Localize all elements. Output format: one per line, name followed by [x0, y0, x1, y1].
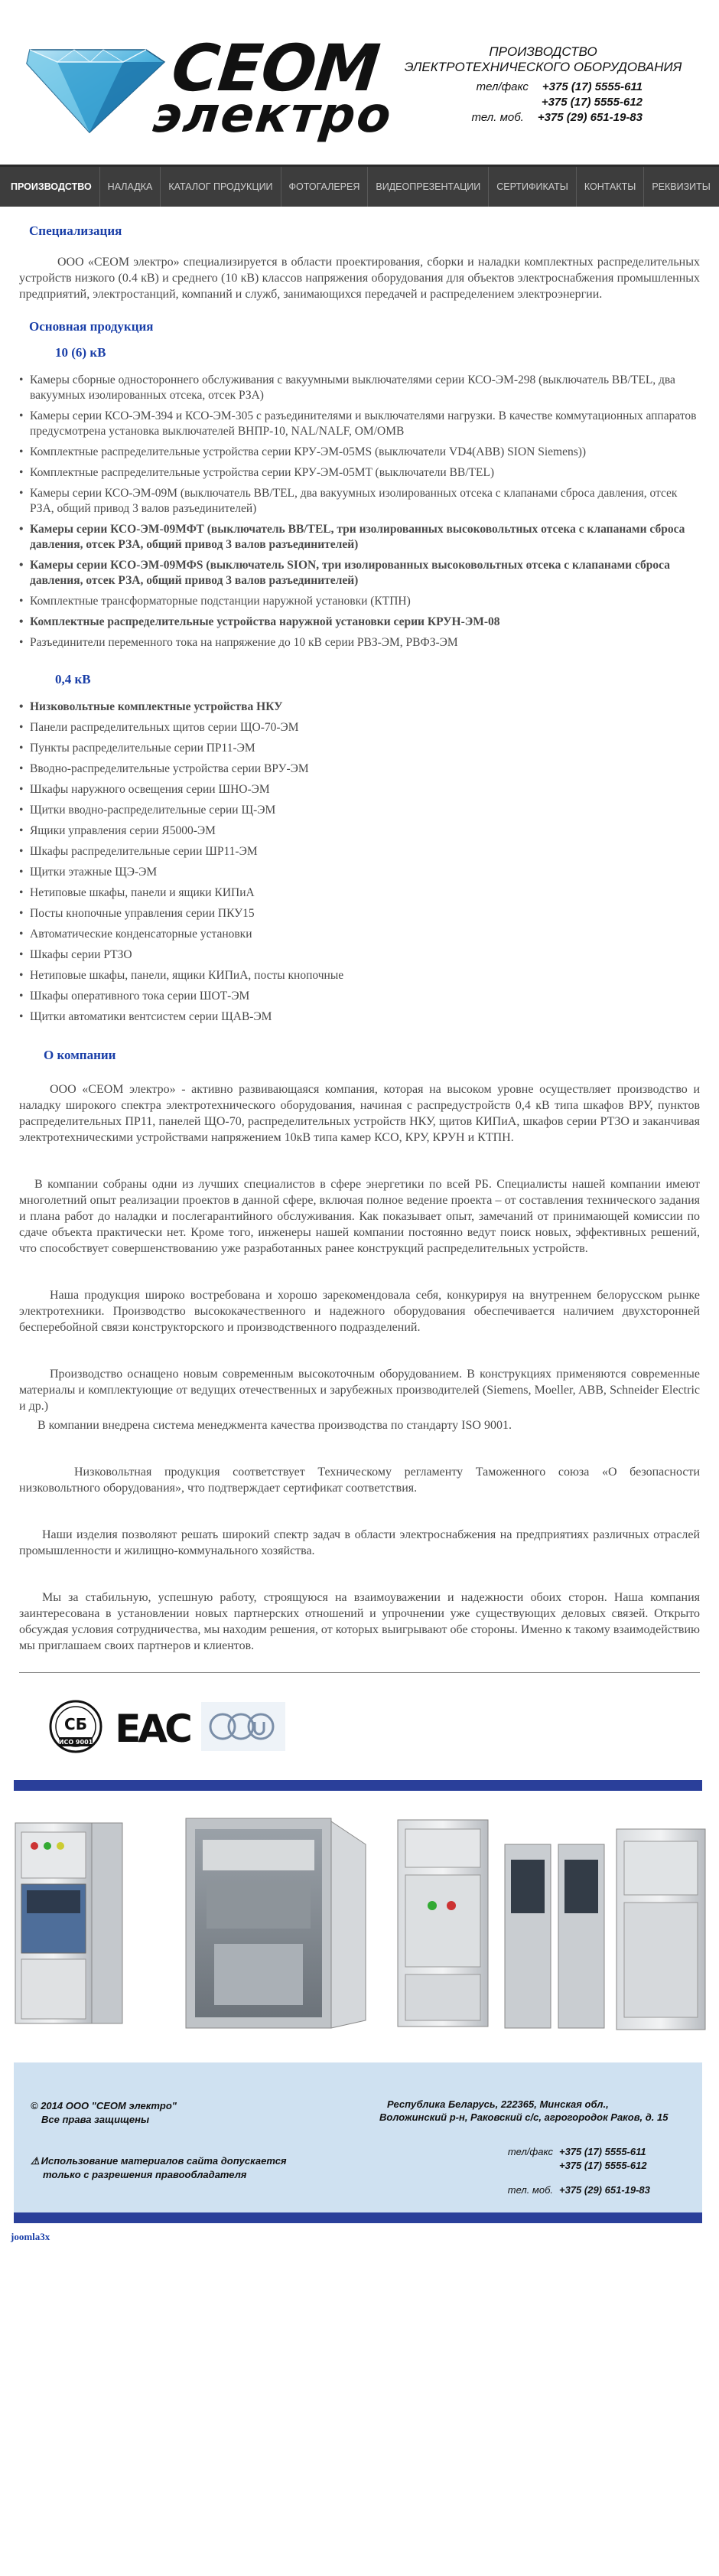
- sb-iso9001-cert-icon[interactable]: [48, 1699, 103, 1754]
- site-footer: [14, 2062, 702, 2212]
- product-list-item: • Щитки автоматики вентсистем серии ЩАВ-ЭМ: [19, 1009, 700, 1025]
- lv-title: 0,4 кВ: [55, 672, 91, 686]
- cabinet-photo-3: [398, 1820, 488, 2027]
- bottom-blue-bar: [14, 2212, 702, 2223]
- product-list-item: • Шкафы серии РТЗО: [19, 947, 700, 963]
- hv-title: 10 (6) кВ: [55, 345, 106, 360]
- cabinet-photo-1: [15, 1823, 122, 2023]
- product-list-item: • Пункты распределительные серии ПР11-ЭМ: [19, 741, 700, 756]
- header-contacts: [398, 44, 688, 126]
- nav-item-production[interactable]: ПРОИЗВОДСТВО: [3, 167, 100, 207]
- about-paragraph: В компании собраны одни из лучших специалистов в сфере энергетики по всей РБ. Специалисты нашей компании имеют многолетний опыт реализации проектов в данной сфере, включая полное ведение проекта – от составления технического задания и плана работ до наладки и послегарантийного обслуживания. Как показывает опыт, замечаний от принимающей комиссии по сдаче объекта практически нет. Кроме того, инженеры нашей компании постоянно ведут поиск новых, эффективных решений, что способствует совершенствованию уже разработанных ранее конструкций распределительных устройств.: [19, 1178, 700, 1255]
- product-list-item: • Камеры серии КСО-ЭМ-09МФТ (выключатель BB/TEL, три изолированных высоковольтных отсека с клапанами сброса давления, отсек РЗА, общий привод 3 валов разъединителей): [19, 522, 700, 553]
- product-list-item: • Щитки этажные ЩЭ-ЭМ: [19, 865, 700, 880]
- brand-subname: электро: [150, 87, 395, 144]
- site-logo[interactable]: [27, 31, 395, 144]
- brand-name: СЕОМ: [168, 31, 383, 106]
- nav-item-contacts[interactable]: КОНТАКТЫ: [577, 167, 644, 207]
- header-mobile-row: [398, 110, 688, 126]
- footer-phones: [492, 2145, 650, 2197]
- warning-line-2: только с разрешения правообладателя: [43, 2169, 247, 2180]
- footer-tel-fax-label: тел/факс: [507, 2146, 553, 2157]
- about-paragraph: Производство оснащено новым современным высокоточным оборудованием. В конструкциях применяются современные материалы и комплектующие от ведущих отечественных и зарубежных производителей (Siemens, Moeller, ABB, Schneider Electric и др.): [19, 1368, 700, 1413]
- mobile-label: тел. моб.: [471, 111, 524, 124]
- footer-mobile-label: тел. моб.: [507, 2184, 553, 2196]
- footer-warning: [31, 2154, 287, 2182]
- product-photos: [0, 1814, 719, 2036]
- product-list-item: • Шкафы распределительные серии ШР11-ЭМ: [19, 844, 700, 859]
- product-list-item: • Посты кнопочные управления серии ПКУ15: [19, 906, 700, 921]
- cabinet-photo-4: [505, 1829, 705, 2030]
- nav-item-certificates[interactable]: СЕРТИФИКАТЫ: [489, 167, 577, 207]
- iso-label: ИСО 9001: [58, 1739, 93, 1746]
- product-list-item: • Панели распределительных щитов серии ЩО-70-ЭМ: [19, 720, 700, 735]
- warning-line-1: Использование материалов сайта допускается: [41, 2155, 287, 2167]
- hv-product-list: [19, 373, 700, 651]
- product-list-item: • Ящики управления серии Я5000-ЭМ: [19, 823, 700, 839]
- about-paragraph: В компании внедрена система менеджмента качества производства по стандарту ISO 9001.: [37, 1419, 512, 1432]
- product-list-item: • Вводно-распределительные устройства серии ВРУ-ЭМ: [19, 761, 700, 777]
- mobile-number: +375 (29) 651-19-83: [537, 111, 643, 124]
- specialization-text: ООО «СЕОМ электро» специализируется в области проектирования, сборки и наладки комплектных распределительных устройств низкого (0.4 кВ) и среднего (10 кВ) классов напряжения оборудования для объектов электроснабжения промышленных предприятий, электростанций, компаний и служб, занимающихся передачей и распределением электроэнергии.: [19, 256, 700, 301]
- address-line-2: Воложинский р-н, Раковский с/с, агрогородок Раков, д. 15: [379, 2111, 669, 2123]
- nav-item-videos[interactable]: ВИДЕОПРЕЗЕНТАЦИИ: [368, 167, 489, 207]
- eac-mark-text: EAC: [115, 1707, 190, 1751]
- content-divider: [19, 1672, 700, 1673]
- product-list-item: • Камеры сборные одностороннего обслуживания с вакуумными выключателями серии КСО-ЭМ-298 (выключатель BB/TEL, два вакуумных изолированных отсека, отсек РЗА): [19, 373, 700, 403]
- about-paragraph: Мы за стабильную, успешную работу, строящуюся на взаимоуважении и надежности обоих сторон. Наша компания заинтересована в установлении новых партнерских отношений и упрочнении уже существующих деловых связей. Открыто обсуждая условия сотрудничества, мы находим решения, от которых выигрывают обе стороны. Именно к такому взаимодействию мы приглашаем своих партнеров и клиентов.: [19, 1591, 700, 1652]
- product-list-item: • Нетиповые шкафы, панели, ящики КИПиА, посты кнопочные: [19, 968, 700, 983]
- copyright-text: © 2014 ООО "СЕОМ электро": [31, 2100, 177, 2111]
- product-list-item: • Автоматические конденсаторные установки: [19, 927, 700, 942]
- sb-mark-text: СБ: [64, 1715, 87, 1733]
- product-list-item: • Разъединители переменного тока на напряжение до 10 кВ серии РВЗ-ЭМ, РВФЗ-ЭМ: [19, 635, 700, 651]
- product-list-item: • Низковольтные комплектные устройства НКУ: [19, 699, 700, 715]
- warning-icon: ⚠: [31, 2155, 40, 2167]
- nav-item-commissioning[interactable]: НАЛАДКА: [100, 167, 161, 207]
- about-paragraph: ООО «СЕОМ электро» - активно развивающаяся компания, которая на высоком уровне осуществляет производство и наладку широкого спектра электротехнического оборудования, начиная с распредустройств 0,4 кВ типа шкафов ВРУ, пунктов распределительных ПР11, панелей ЩО-70, распределительных устройств НКУ, щитов КИПиА, шкафов серии РТЗО и заканчивая электротехническими устройствами напряжением 10кВ типа камер КСО, КРУ, КРУН и КТПН.: [19, 1083, 700, 1144]
- tel-fax-label: тел/факс: [476, 80, 529, 93]
- main-content: [0, 223, 719, 1757]
- about-paragraph: Наша продукция широко востребована и хорошо зарекомендовала себя, конкурируя на внутреннем белорусском рынке электротехники. Производство высококачественного и надежного оборудования обеспечивается наличием двухсторонней бесперебойной связи конструкторского и производственного подразделений.: [19, 1289, 700, 1334]
- footer-tel-fax-2: +375 (17) 5555-612: [559, 2160, 647, 2171]
- header-subtitle: ЭЛЕКТРОТЕХНИЧЕСКОГО ОБОРУДОВАНИЯ: [404, 60, 682, 74]
- nav-item-photogallery[interactable]: ФОТОГАЛЕРЕЯ: [281, 167, 369, 207]
- lv-product-list: [19, 699, 700, 1025]
- tel-fax-1: +375 (17) 5555-611: [542, 80, 643, 93]
- product-list-item: • Щитки вводно-распределительные серии Щ-ЭМ: [19, 803, 700, 818]
- certificates-row: [19, 1696, 700, 1757]
- eac-cert-icon[interactable]: [115, 1702, 190, 1751]
- product-list-item: • Шкафы оперативного тока серии ШОТ-ЭМ: [19, 989, 700, 1004]
- footer-address: [379, 2098, 669, 2124]
- product-list-item: • Камеры серии КСО-ЭМ-09М (выключатель BB/TEL, два вакуумных изолированных отсека с клапанами сброса давления, отсек РЗА, общий привод 3 валов разъединителей): [19, 486, 700, 517]
- product-list-item: • Комплектные трансформаторные подстанции наружной установки (КТПН): [19, 594, 700, 609]
- header-title: ПРОИЗВОДСТВО: [489, 44, 597, 59]
- footer-copyright: [31, 2099, 177, 2127]
- site-header: [0, 0, 719, 165]
- specialization-title: Специализация: [29, 223, 122, 238]
- ul-cert-icon[interactable]: [201, 1702, 285, 1751]
- product-list-item: • Комплектные распределительные устройства серии КРУ-ЭМ-05MT (выключатели BB/TEL): [19, 465, 700, 481]
- footer-wrap: [14, 2062, 702, 2223]
- product-list-item: • Комплектные распределительные устройства серии КРУ-ЭМ-05MS (выключатели VD4(ABB) SION Siemens)): [19, 445, 700, 460]
- about-paragraph: Низковольтная продукция соответствует Техническому регламенту Таможенного союза «О безопасности низковольтного оборудования», что подтверждает сертификат соответствия.: [19, 1466, 700, 1495]
- header-phone-row-2: [398, 95, 688, 110]
- header-phone-row: [398, 80, 688, 95]
- products-title: Основная продукция: [29, 319, 154, 334]
- nav-item-requisites[interactable]: РЕКВИЗИТЫ: [652, 181, 711, 192]
- product-list-item: • Шкафы наружного освещения серии ШНО-ЭМ: [19, 782, 700, 797]
- top-blue-bar: [14, 1780, 702, 1791]
- tel-fax-2: +375 (17) 5555-612: [541, 96, 643, 109]
- address-line-1: Республика Беларусь, 222365, Минская обл.,: [387, 2098, 609, 2110]
- about-title: О компании: [44, 1048, 116, 1062]
- rights-text: Все права защищены: [41, 2114, 150, 2125]
- product-list-item: • Нетиповые шкафы, панели и ящики КИПиА: [19, 885, 700, 901]
- product-list-item: • Комплектные распределительные устройства наружной установки серии КРУН-ЭМ-08: [19, 615, 700, 630]
- nav-item-catalog[interactable]: КАТАЛОГ ПРОДУКЦИИ: [161, 167, 281, 207]
- product-list-item: • Камеры серии КСО-ЭМ-09МФS (выключатель SION, три изолированных высоковольтных отсека с клапанами сброса давления, отсек РЗА, общий привод 3 валов разъединителей): [19, 558, 700, 589]
- footer-mobile: +375 (29) 651-19-83: [559, 2184, 650, 2196]
- joomla-credit-link[interactable]: joomla3x: [11, 2231, 50, 2242]
- cabinet-photo-2: [186, 1818, 366, 2028]
- footer-tel-fax-1: +375 (17) 5555-611: [559, 2146, 646, 2157]
- product-list-item: • Камеры серии КСО-ЭМ-394 и КСО-ЭМ-305 с разъединителями и выключателями нагрузки. В качестве коммутационных аппаратов предусмотрена установка выключателей ВНПР-10, NAL/NALF, OM/OMB: [19, 409, 700, 439]
- about-paragraph: Наши изделия позволяют решать широкий спектр задач в области электроснабжения на предприятиях различных отраслей промышленности и жилищно-коммунального хозяйства.: [19, 1528, 700, 1557]
- main-nav: [0, 165, 719, 207]
